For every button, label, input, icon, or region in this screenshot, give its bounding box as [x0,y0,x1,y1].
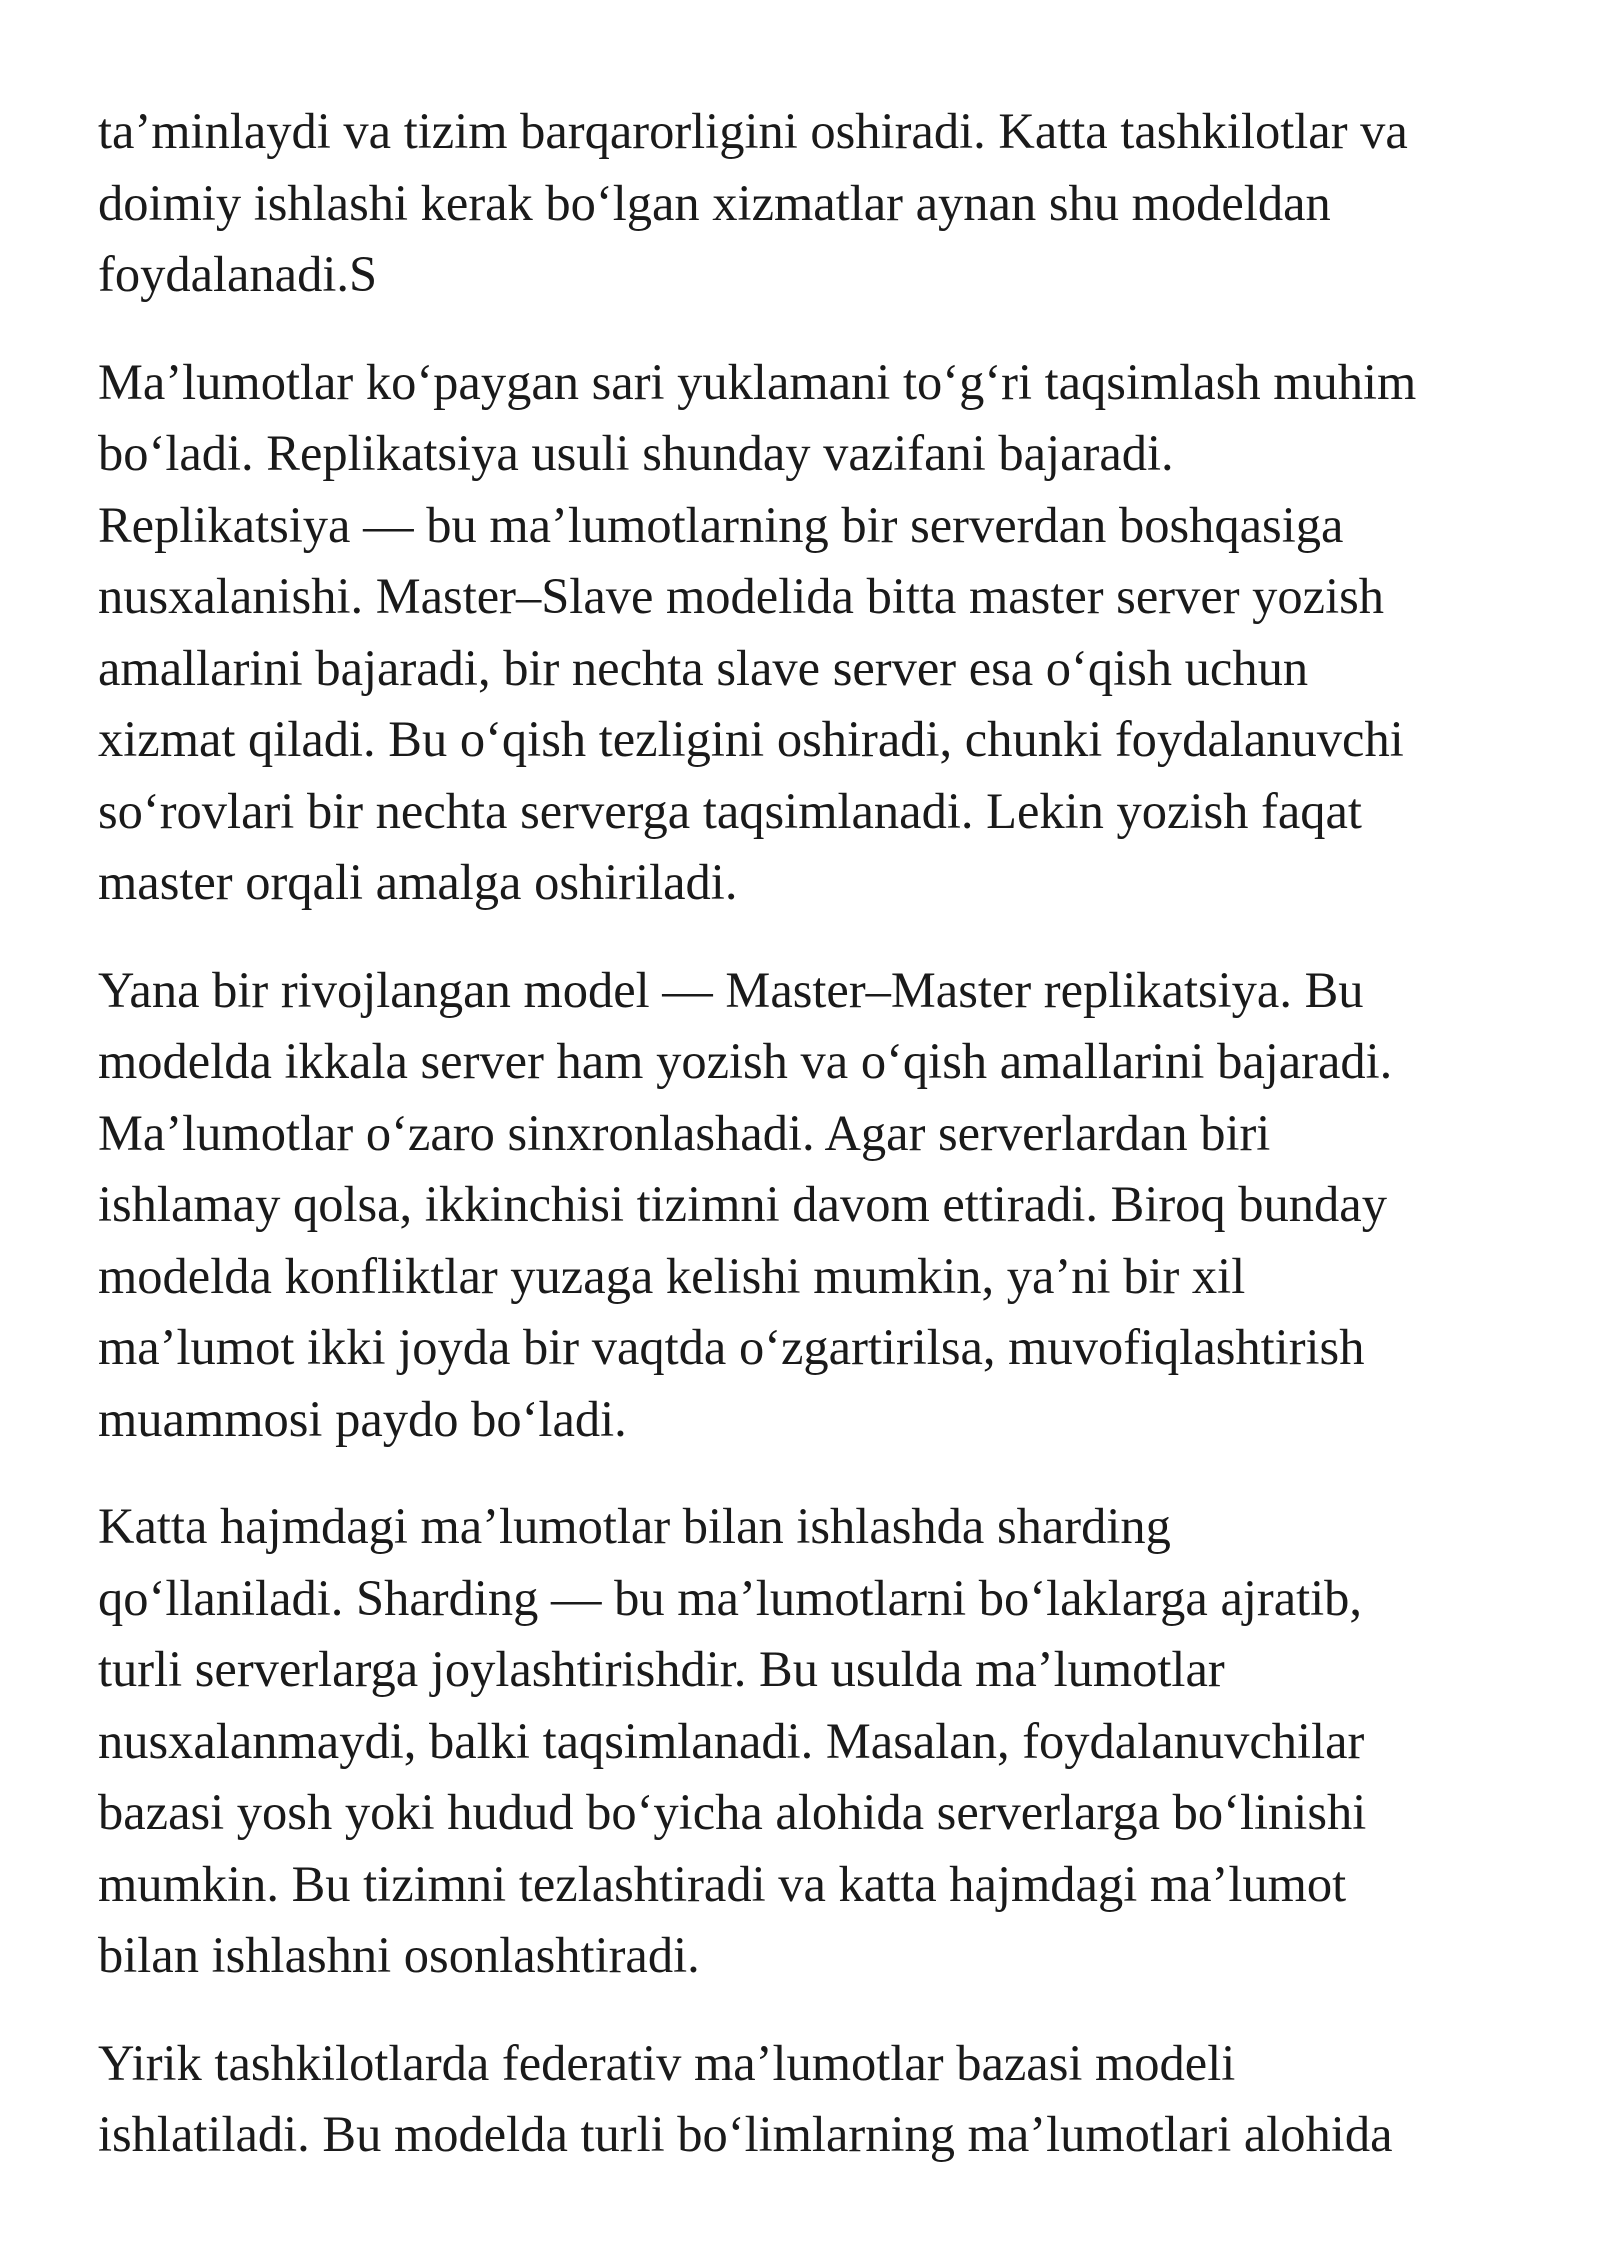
paragraph-5: Yirik tashkilotlarda federativ ma’lumotlar bazasi modeli ishlatiladi. Bu modelda turli bo‘limlarning ma’lumotlari alohida [98,2034,1393,2162]
paragraph-4: Katta hajmdagi ma’lumotlar bilan ishlashda sharding qo‘llaniladi. Sharding — bu ma’lumotlarni bo‘laklarga ajratib, turli serverlarga joylashtirishdir. Bu usulda ma’lumotlar nusxalanmaydi, balki taqsimlanadi. Masalan, foydalanuvchilar bazasi yosh yoki hudud bo‘yicha alohida serverlarga bo‘linishi mumkin. Bu tizimni tezlashtiradi va katta hajmdagi ma’lumot bilan ishlashni osonlashtiradi. [98,1498,1367,1983]
paragraph-2: Ma’lumotlar ko‘paygan sari yuklamani to‘g‘ri taqsimlash muhim bo‘ladi. Replikatsiya usuli shunday vazifani bajaradi. Replikatsiya — bu ma’lumotlarning bir serverdan boshqasiga nusxalanishi. Master–Slave modelida bitta master server yozish amallarini bajaradi, bir nechta slave server esa o‘qish uchun xizmat qiladi. Bu o‘qish tezligini oshiradi, chunki foydalanuvchi so‘rovlari bir nechta serverga taqsimlanadi. Lekin yozish faqat master orqali amalga oshiriladi. [98,353,1417,910]
paragraph-1: ta’minlaydi va tizim barqarorligini oshiradi. Katta tashkilotlar va doimiy ishlashi kerak bo‘lgan xizmatlar aynan shu modeldan foydalanadi.S [98,103,1408,302]
paragraph-3: Yana bir rivojlangan model — Master–Master replikatsiya. Bu modelda ikkala server ham yozish va o‘qish amallarini bajaradi. Ma’lumotlar o‘zaro sinxronlashadi. Agar serverlardan biri ishlamay qolsa, ikkinchisi tizimni davom ettiradi. Biroq bunday modelda konfliktlar yuzaga kelishi mumkin, ya’ni bir xil ma’lumot ikki joyda bir vaqtda o‘zgartirilsa, muvofiqlashtirish muammosi paydo bo‘ladi. [98,961,1393,1447]
